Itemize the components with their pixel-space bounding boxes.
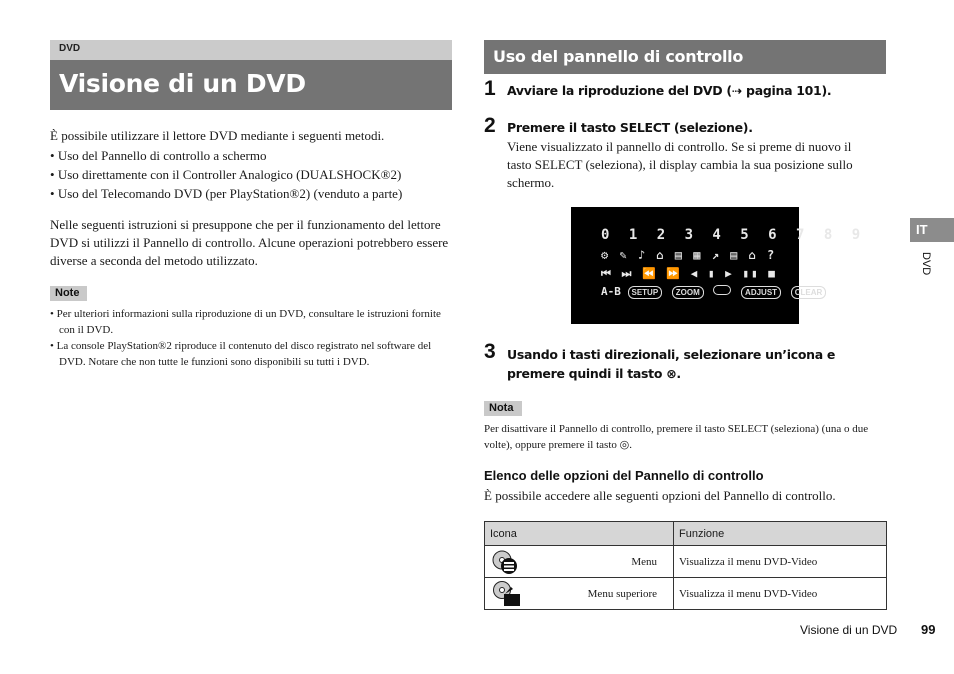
- intro-text: È possibile utilizzare il lettore DVD mediante i seguenti metodi.: [50, 128, 385, 143]
- disc-top-menu-icon: [491, 581, 523, 607]
- ab-repeat-label: A-B: [601, 285, 621, 298]
- option-function: Visualizza il menu DVD-Video: [674, 578, 887, 610]
- section-label: DVD: [59, 43, 81, 54]
- section-label-bar: [50, 40, 452, 60]
- methods-list: [50, 146, 452, 203]
- option-function: Visualizza il menu DVD-Video: [674, 546, 887, 578]
- step-number: 3: [484, 340, 496, 363]
- table-row: [485, 546, 887, 578]
- instructions-paragraph: Nelle seguenti istruzioni si presuppone che per il funzionamento del lettore DVD si utilizzi il Pannello di controllo. Alcune operazioni potrebbero essere diverse a seconda del metodo utilizzato.: [50, 217, 449, 268]
- page-number: 99: [921, 622, 936, 637]
- loop-pill: [713, 285, 731, 295]
- column-header-function: Funzione: [674, 522, 887, 546]
- panel-function-row: [601, 285, 829, 299]
- zoom-pill: ZOOM: [672, 286, 704, 299]
- options-heading: Elenco delle opzioni del Pannello di controllo: [484, 468, 764, 483]
- method-item: • Uso del Pannello di controllo a schermo: [50, 146, 452, 165]
- section-heading-bar: [484, 40, 886, 74]
- option-name: Menu: [631, 555, 657, 568]
- clear-pill: CLEAR: [791, 286, 827, 299]
- step-description: Viene visualizzato il pannello di controllo. Se si preme di nuovo il tasto SELECT (seleziona), il display cambia la sua posizione sullo schermo.: [507, 139, 853, 190]
- icon-cell: [485, 578, 674, 610]
- method-item: • Uso del Telecomando DVD (per PlayStation®2) (venduto a parte): [50, 184, 452, 203]
- control-panel-image: [571, 207, 866, 324]
- option-name: Menu superiore: [587, 587, 657, 600]
- step-number: 1: [484, 77, 496, 100]
- method-item: • Uso direttamente con il Controller Analogico (DUALSHOCK®2): [50, 165, 452, 184]
- options-table: [484, 521, 887, 610]
- chapter-side-label: DVD: [920, 252, 932, 276]
- table-row: [485, 578, 887, 610]
- table-header-row: [485, 522, 887, 546]
- step-title: Premere il tasto SELECT (selezione).: [507, 120, 753, 135]
- nota-label: Nota: [484, 401, 522, 416]
- language-tab-label: IT: [916, 222, 928, 237]
- step-number: 2: [484, 114, 496, 137]
- page-title: Visione di un DVD: [59, 69, 306, 98]
- icon-cell: [485, 546, 674, 578]
- footer-section: Visione di un DVD: [800, 623, 898, 637]
- language-tab: [910, 218, 954, 242]
- notes-list: [50, 306, 452, 370]
- note-item: • Per ulteriori informazioni sulla riproduzione di un DVD, consultare le istruzioni fornite con il DVD.: [50, 306, 452, 338]
- note-item: • La console PlayStation®2 riproduce il contenuto del disco registrato nel software del DVD. Notare che non tutte le funzioni sono disponibili su tutti i DVD.: [50, 338, 452, 370]
- panel-digits: 0 1 2 3 4 5 6 7 8 9: [601, 227, 866, 243]
- column-header-icon: Icona: [485, 522, 674, 546]
- options-intro: È possibile accedere alle seguenti opzioni del Pannello di controllo.: [484, 488, 836, 503]
- panel-icons-row: ⚙ ✎ ♪ ⌂ ▤ ▦ ↗ ▤ ⌂ ?: [601, 248, 777, 262]
- step-title: Usando i tasti direzionali, selezionare un’icona e premere quindi il tasto ⊗.: [507, 347, 836, 381]
- section-heading: Uso del pannello di controllo: [493, 47, 744, 66]
- nota-text: Per disattivare il Pannello di controllo, premere il tasto SELECT (seleziona) (una o due volte), oppure premere il tasto ◎.: [484, 423, 869, 451]
- disc-menu-icon: [491, 550, 523, 576]
- setup-pill: SETUP: [628, 286, 663, 299]
- panel-transport-row: ⏮ ⏭ ⏪ ⏩ ◀ ▮ ▶ ▮▮ ■: [601, 267, 777, 280]
- title-box: [50, 60, 452, 110]
- adjust-pill: ADJUST: [741, 286, 781, 299]
- note-label: Note: [50, 286, 87, 301]
- step-title: Avviare la riproduzione del DVD (⇢ pagina 101).: [507, 83, 832, 98]
